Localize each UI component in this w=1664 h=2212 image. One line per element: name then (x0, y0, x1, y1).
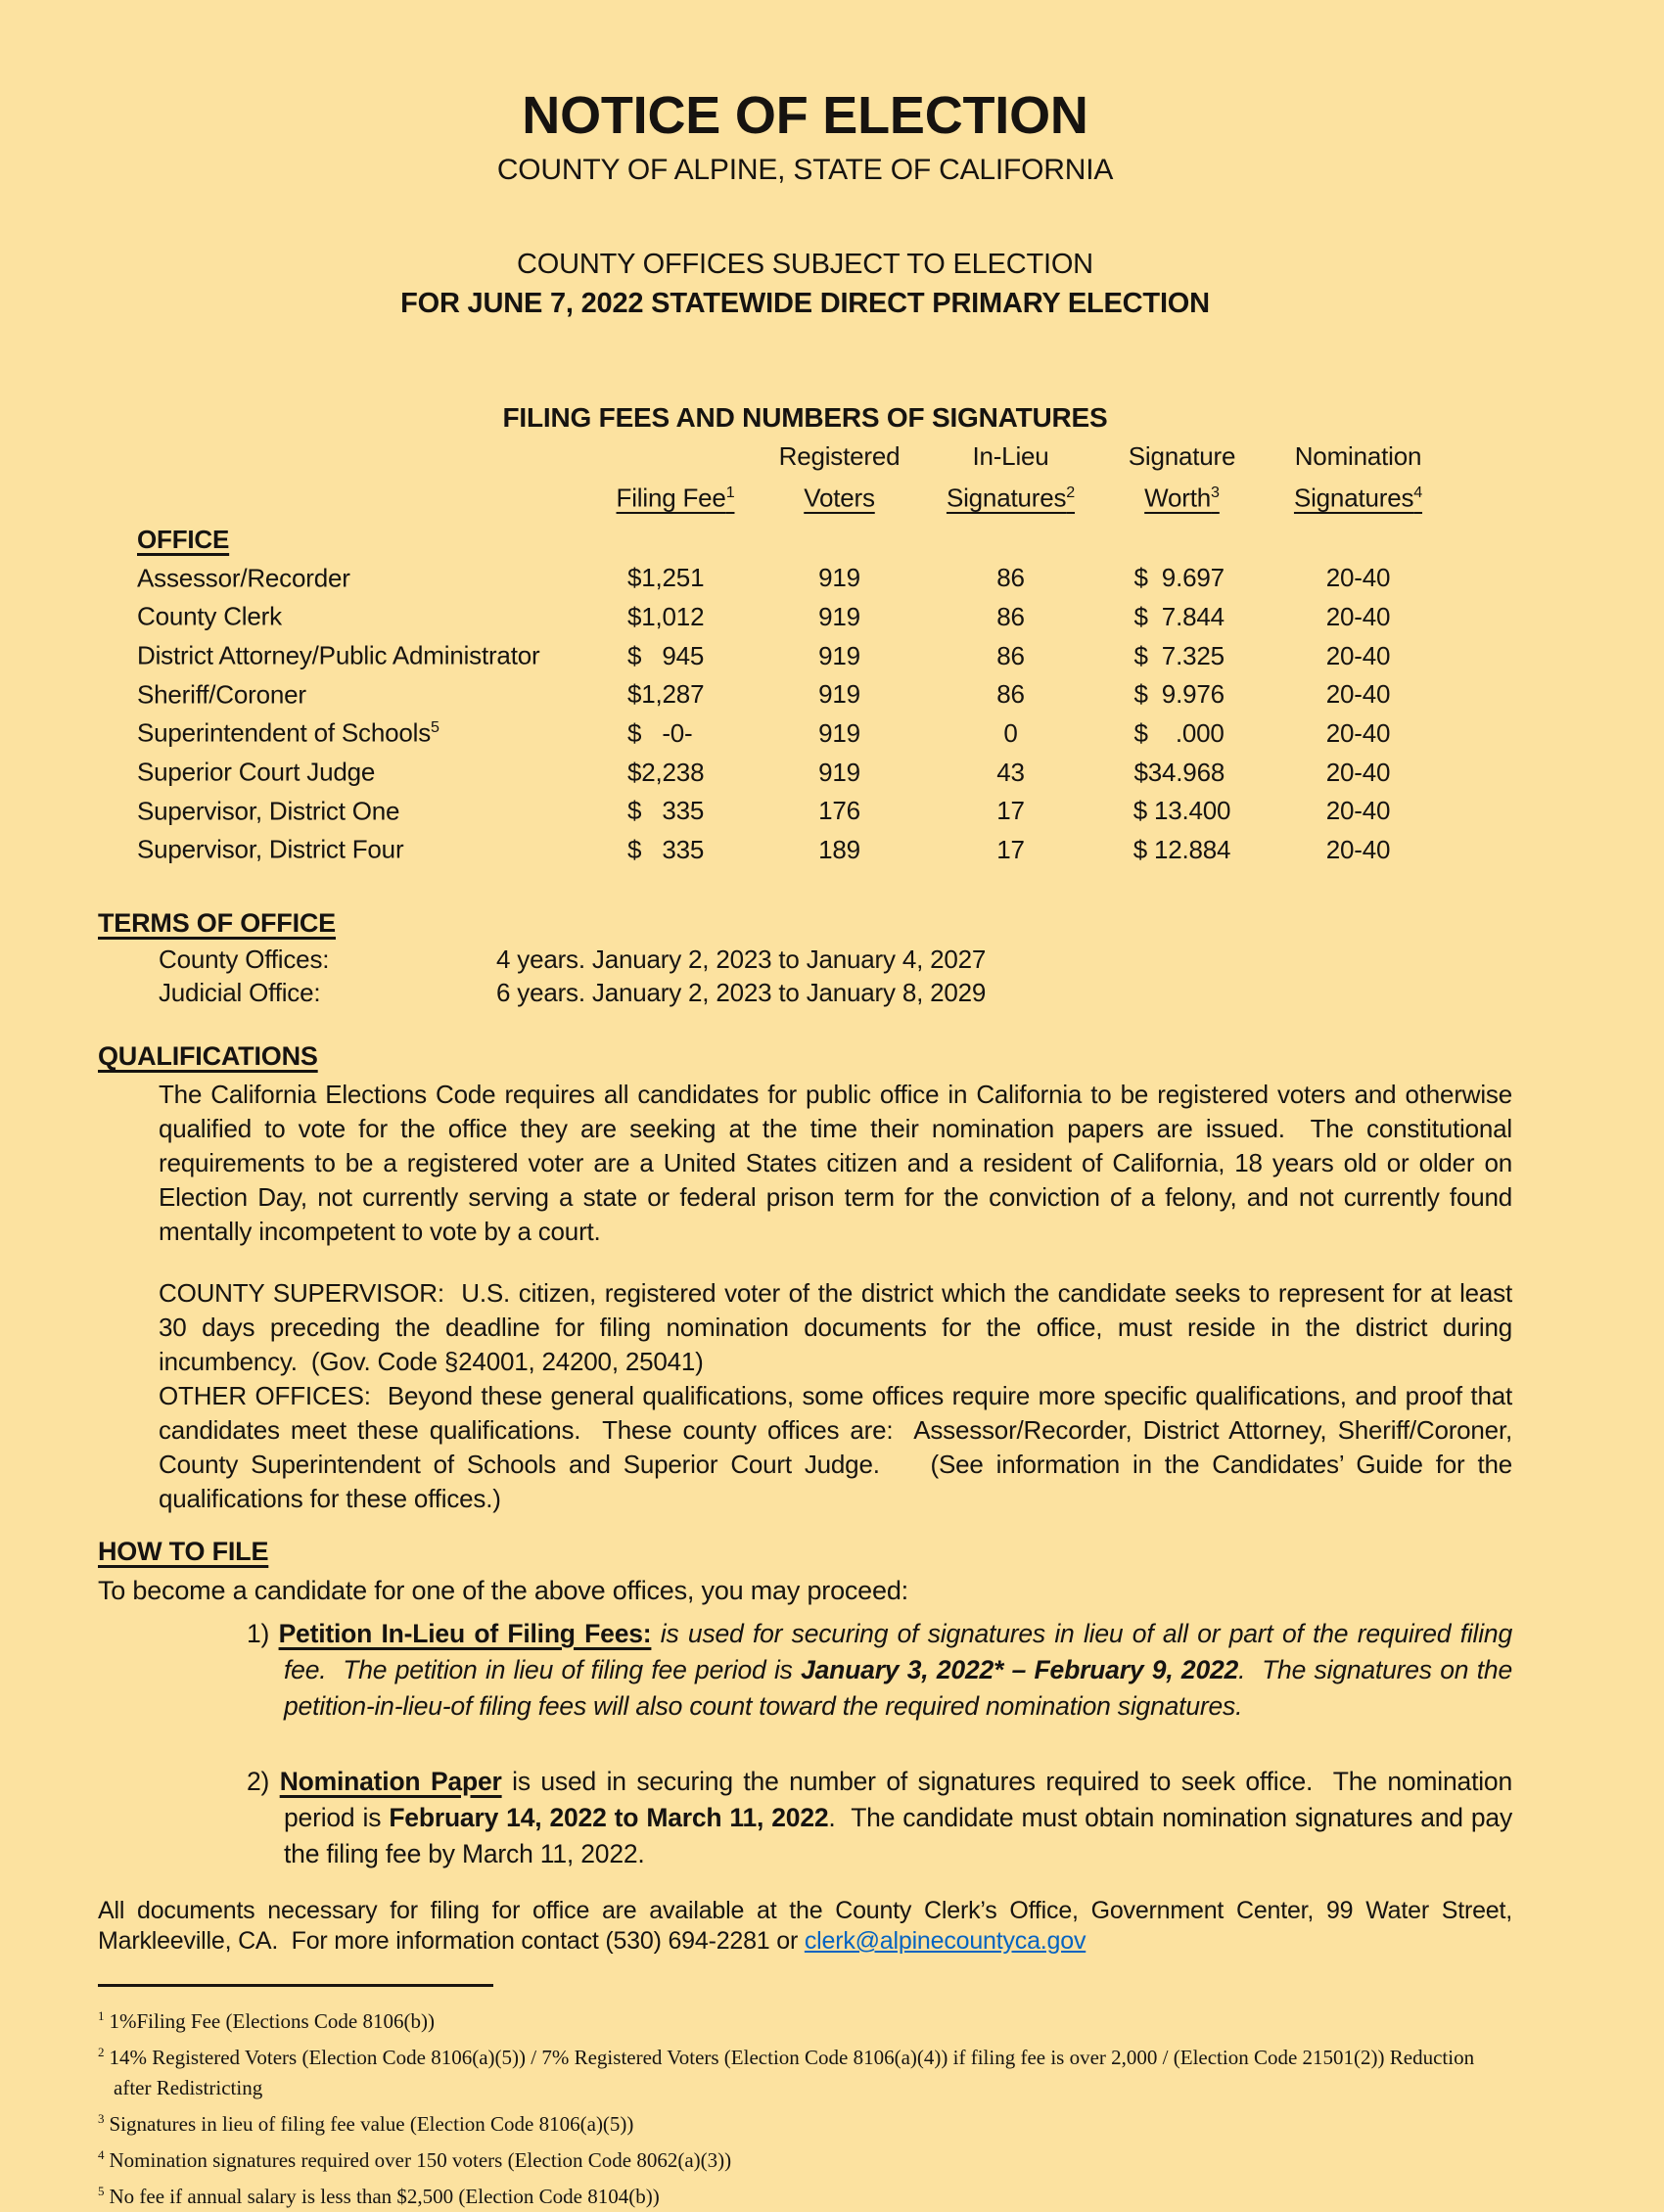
column-header-registered-voters: Registered Voters (778, 441, 901, 513)
contact-paragraph (98, 1896, 1519, 1957)
title-block (98, 86, 1512, 190)
heading-offices-subject: COUNTY OFFICES SUBJECT TO ELECTION (517, 249, 1093, 280)
footnote-1: $^1$ 1%Filing Fee (Elections Code 8106(b)) (98, 2007, 435, 2033)
item-text: is used in securing the number of signatures required to seek office. The nomination period is (284, 1766, 1520, 1832)
terms-label: Judicial Office: (159, 977, 321, 1007)
terms-of-office-heading: TERMS OF OFFICE (98, 907, 336, 938)
footnotes-section (98, 2001, 1512, 2212)
footnote-5: $^5$ No fee if annual salary is less than $2,500 (Election Code 8104(b)) (98, 2183, 660, 2208)
qualifications-paragraph-supervisor: COUNTY SUPERVISOR: U.S. citizen, registered voter of the district which the candidate seeks to represent for at least 30 days preceding the deadline for filing nomination documents for the office, must reside in the district during incumbency. (Gov. Code §24001, 24200, 25041) (159, 1277, 1520, 1376)
table-row: Superior Court Judge $2,238 919 43 $34.968 20-40 (137, 757, 1391, 787)
how-to-file-intro: To become a candidate for one of the above offices, you may proceed: (98, 1575, 908, 1605)
terms-label: County Offices: (159, 944, 330, 974)
filing-fees-table (137, 438, 1449, 866)
item-number: 2) (247, 1766, 280, 1796)
table-row: Superintendent of Schools$^5$ $ -0- 919 0 $ .000 20-40 (137, 717, 1391, 748)
column-header-nomination-signatures: Nomination Signatures$^4$ (1293, 441, 1423, 513)
election-heading (98, 245, 1512, 323)
terms-value: 4 years. January 2, 2023 to January 4, 2027 (496, 944, 987, 974)
page-title: NOTICE OF ELECTION (522, 86, 1088, 145)
office-header-row (137, 517, 1449, 556)
how-to-file-section (98, 1534, 1520, 1872)
terms-of-office-section (98, 905, 1512, 1009)
item-number: 1) (247, 1618, 279, 1648)
qualifications-paragraph-other-offices: OTHER OFFICES: Beyond these general qualifications, some offices require more specific qualifications, and proof that candidates meet these qualifications. These county offices are: Assessor/Recorder, District Attorney, Sheriff/Coroner, County Superintendent of Schools and Superior Court Judge. (See information in the Candidates’ Guide for the qualifications for these offices.) (159, 1380, 1520, 1513)
table-row: County Clerk $1,012 919 86 $ 7.844 20-40 (137, 601, 1391, 631)
qualifications-section (98, 1038, 1520, 1516)
petition-period-dates: January 3, 2022* – February 9, 2022 (801, 1654, 1239, 1684)
page-subtitle: COUNTY OF ALPINE, STATE OF CALIFORNIA (496, 154, 1114, 186)
footnote-2: $^2$ 14% Registered Voters (Election Code 8106(a)(5)) / 7% Registered Voters (Election Code 8106(a)(4)) if filing fee is over 2,000 / (Election Code 21501(2)) Reduction after Redistricting (98, 2044, 1480, 2099)
terms-row-judicial (159, 976, 1512, 1009)
terms-value: 6 years. January 2, 2023 to January 8, 2029 (496, 977, 987, 1007)
how-to-file-heading: HOW TO FILE (98, 1536, 269, 1566)
footnote-3: $^3$ Signatures in lieu of filing fee value (Election Code 8106(a)(5)) (98, 2110, 634, 2136)
terms-row-county (159, 943, 1512, 976)
item-text: is used for securing of signatures in lieu of all or part of the required filing fee. The petition in lieu of filing fee period is (284, 1618, 1520, 1684)
table-row: Sheriff/Coroner $1,287 919 86 $ 9.976 20-40 (137, 679, 1391, 710)
qualifications-paragraph-general: The California Elections Code requires all candidates for public office in California to be registered voters and otherwise qualified to vote for the office they are seeking at the time their nomination papers are issued. The constitutional requirements to be a registered voter are a United States citizen and a resident of California, 18 years old or older on Election Day, not currently serving a state or federal prison term for the conviction of a felony, and not currently found mentally incompetent to vote by a court. (159, 1079, 1520, 1246)
item-text: . The candidate must obtain nomination signatures and pay the filing fee by March 11, 2022. (284, 1802, 1520, 1868)
nomination-paper-item (247, 1764, 1520, 1872)
clerk-email-link[interactable]: clerk@alpinecountyca.gov (804, 1926, 1086, 1955)
table-row: Supervisor, District Four $ 335 189 17 $ 12.884 20-40 (137, 834, 1391, 864)
table-row: Supervisor, District One $ 335 176 17 $ 13.400 20-40 (137, 796, 1391, 826)
column-header-signature-worth: Signature Worth$^3$ (1128, 441, 1236, 513)
fees-table-title: FILING FEES AND NUMBERS OF SIGNATURES (502, 402, 1108, 433)
column-header-filing-fee: Filing Fee$^1$ (616, 483, 735, 513)
item-text: . The signatures on the petition-in-lieu-of filing fees will also count toward the required nomination signatures. (284, 1654, 1520, 1721)
petition-in-lieu-item (247, 1616, 1520, 1725)
table-header-row (137, 438, 1449, 517)
contact-text: All documents necessary for filing for office are available at the County Clerk’s Office, Government Center, 99 Water Street, Markleeville, CA. For more information contact (530) 694-2281 or (98, 1896, 1519, 1955)
nomination-paper-label: Nomination Paper (279, 1766, 502, 1796)
footnote-4: $^4$ Nomination signatures required over 150 voters (Election Code 8062(a)(3)) (98, 2146, 732, 2172)
footnote-separator (98, 1984, 493, 1987)
table-row: District Attorney/Public Administrator $ 945 919 86 $ 7.325 20-40 (137, 640, 1391, 670)
heading-election-date: FOR JUNE 7, 2022 STATEWIDE DIRECT PRIMARY ELECTION (400, 288, 1210, 319)
office-column-header: OFFICE (137, 524, 230, 554)
table-row: Assessor/Recorder $1,251 919 86 $ 9.697 20-40 (137, 563, 1391, 593)
petition-in-lieu-label: Petition In-Lieu of Filing Fees: (278, 1618, 652, 1648)
nomination-period-dates: February 14, 2022 to March 11, 2022 (389, 1802, 829, 1832)
qualifications-heading: QUALIFICATIONS (98, 1040, 318, 1071)
column-header-in-lieu-signatures: In-Lieu Signatures$^2$ (946, 441, 1076, 513)
